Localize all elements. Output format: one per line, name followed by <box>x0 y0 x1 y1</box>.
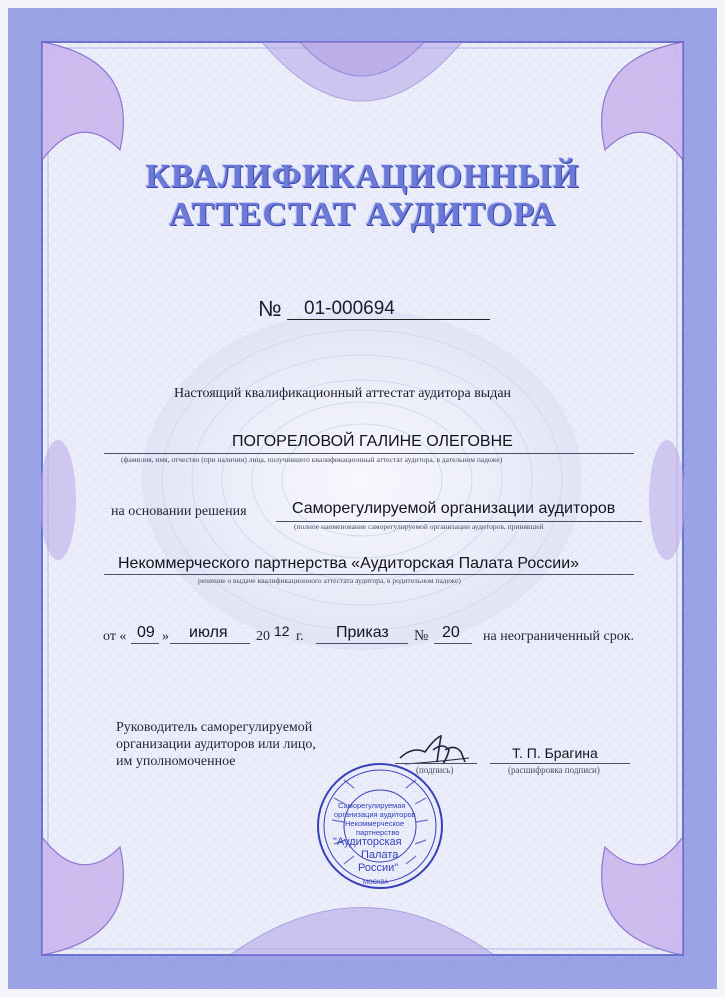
title-line-2: АТТЕСТАТ АУДИТОРА <box>168 196 557 233</box>
order-number: 20 <box>442 624 460 641</box>
basis-label: на основании решения <box>111 504 247 519</box>
term-text: на неограниченный срок. <box>483 629 635 644</box>
recipient-name: ПОГОРЕЛОВОЙ ГАЛИНЕ ОЛЕГОВНЕ <box>232 433 513 450</box>
stamp-line-5: "Аудиторская <box>333 836 402 848</box>
number-sign: № <box>258 296 282 321</box>
title-line-1: КВАЛИФИКАЦИОННЫЙ <box>145 158 580 195</box>
order-underline <box>316 643 408 644</box>
issued-text: Настоящий квалификационный аттестат аудитора выдан <box>174 386 512 401</box>
day-underline <box>131 643 159 644</box>
signer-role-line-1: Руководитель саморегулируемой <box>116 720 313 735</box>
organization-line-2: Некоммерческого партнерства «Аудиторская Палата России» <box>118 555 580 572</box>
order-label: Приказ <box>336 624 389 641</box>
year-unit: г. <box>296 629 304 644</box>
recipient-underline <box>104 453 634 454</box>
year-prefix: 20 <box>256 629 270 644</box>
stamp-line-3: Некоммерческое <box>345 819 405 828</box>
order-number-underline <box>434 643 472 644</box>
signer-name-caption: (расшифровка подписи) <box>508 765 600 775</box>
stamp-line-2: организация аудиторов <box>334 810 416 819</box>
number-underline <box>287 319 490 320</box>
stamp-line-4: партнерство <box>356 828 400 837</box>
organization-line-1: Саморегулируемой организации аудиторов <box>292 500 616 517</box>
recipient-caption: (фамилия, имя, отчество (при наличии) лица, получившего квалификационный аттестат аудитора, в дательном падеже) <box>121 455 503 464</box>
organization-underline-2 <box>104 574 634 575</box>
signer-role-line-3: им уполномоченное <box>116 754 236 769</box>
date-close-quote: » <box>162 629 169 644</box>
stamp-line-7: России" <box>358 862 399 874</box>
stamp-line-1: Саморегулируемая <box>338 801 406 810</box>
date-day: 09 <box>137 624 155 641</box>
date-from-label: от « <box>103 629 127 644</box>
signature-caption: (подпись) <box>416 765 454 775</box>
signer-name-underline <box>490 763 630 764</box>
month-underline <box>170 643 250 644</box>
signer-name: Т. П. Брагина <box>512 745 598 761</box>
certificate-number: 01-000694 <box>304 298 395 319</box>
stamp-line-6: Палата <box>361 849 399 861</box>
date-month: июля <box>189 624 228 641</box>
stamp-bottom-text: МОСКВА <box>363 880 389 886</box>
year-suffix: 12 <box>274 623 290 639</box>
signer-role-line-2: организации аудиторов или лицо, <box>116 737 316 752</box>
organization-caption-2: решение о выдаче квалификационного аттестата аудитора, в родительном падеже) <box>198 576 461 585</box>
order-number-sign: № <box>414 628 429 644</box>
organization-caption-1: (полное наименование саморегулируемой организации аудиторов, принявшей <box>294 522 544 531</box>
